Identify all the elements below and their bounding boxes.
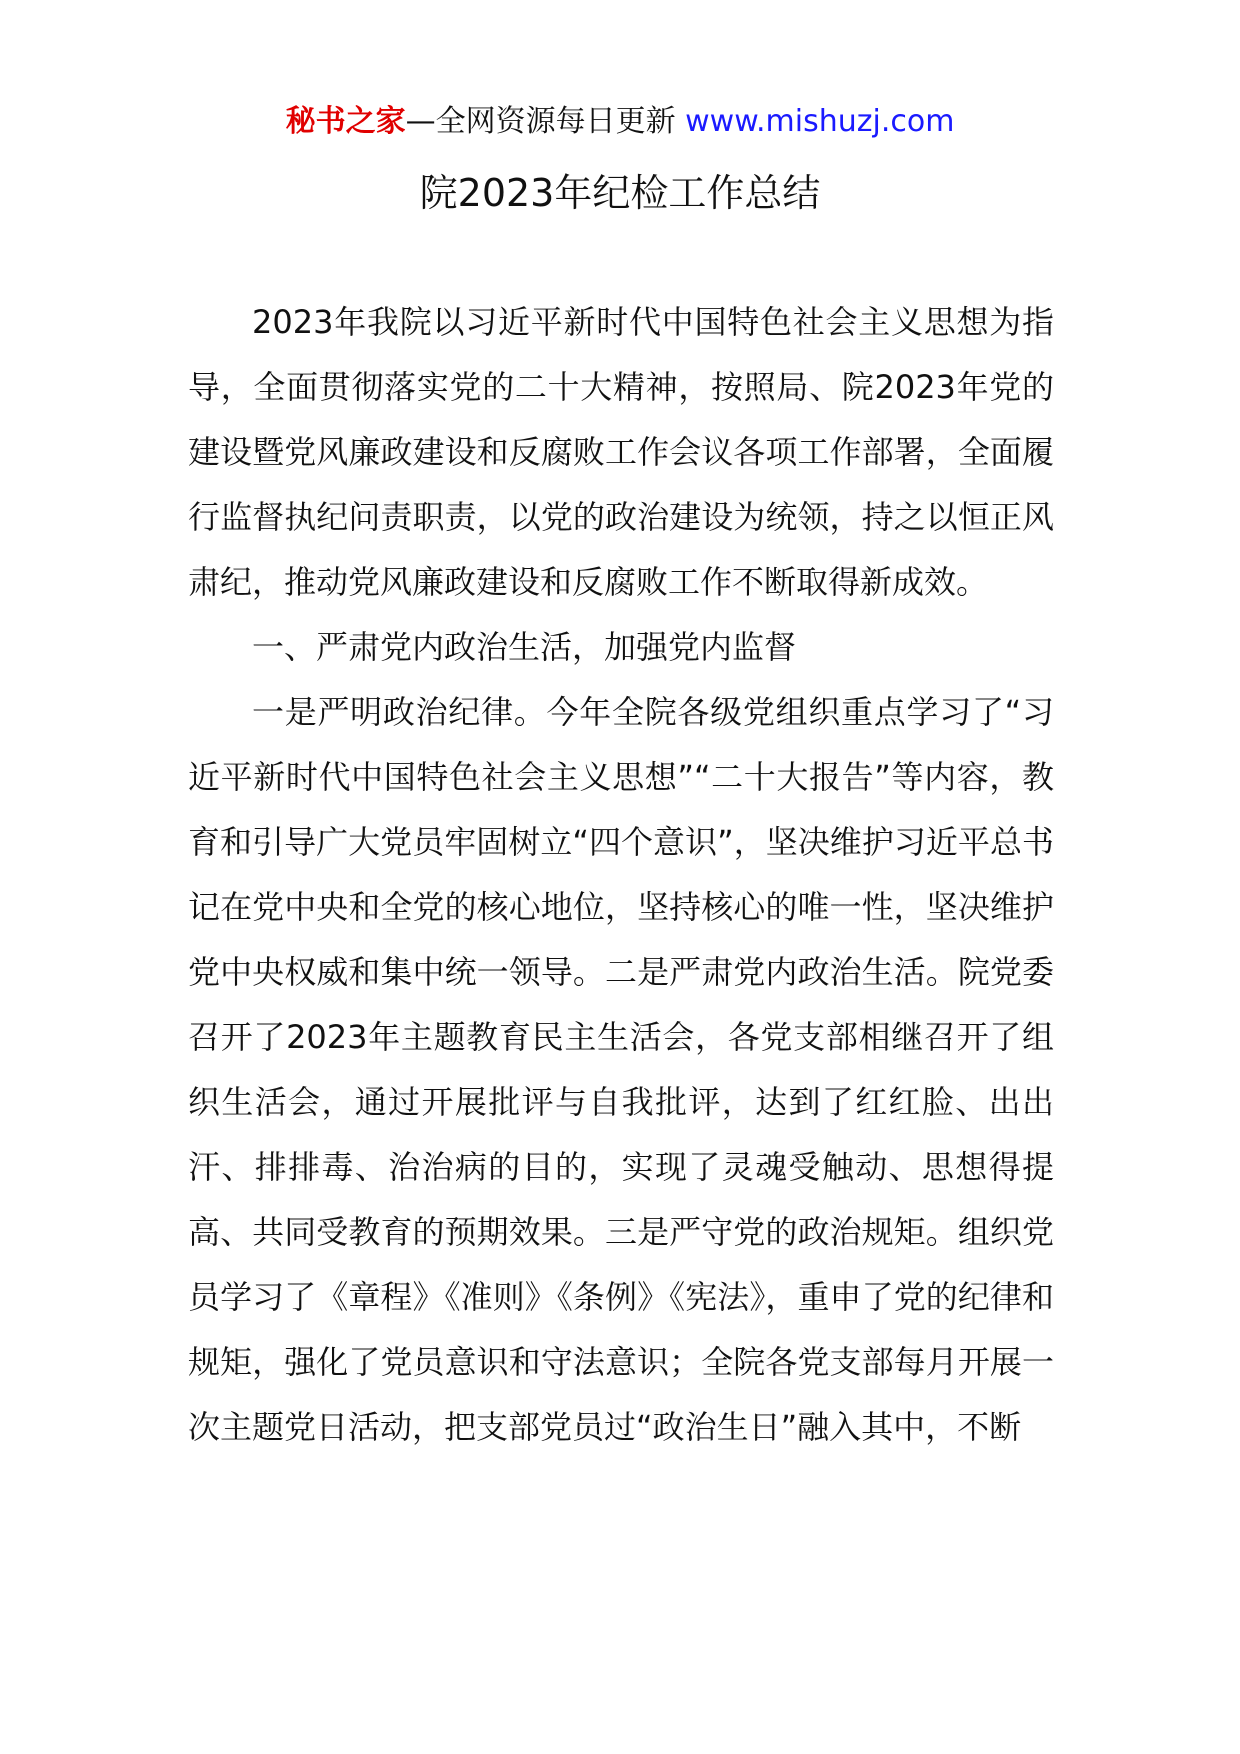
section-heading: 一、严肃党内政治生活，加强党内监督 xyxy=(252,628,797,666)
header-banner xyxy=(0,100,1240,144)
brand-name: 秘书之家 xyxy=(285,104,406,139)
intro-paragraph: 2023年我院以习近平新时代中国特色社会主义思想为指导，全面贯彻落实党的二十大精神，按照局、院2023年党的建设暨党风廉政建设和反腐败工作会议各项工作部署，全面履行监督执纪问责职责，以党的政治建设为统领，持之以恒正风肃纪，推动党风廉政建设和反腐败工作不断取得新成效。 xyxy=(188,303,1054,601)
document-body xyxy=(188,290,1054,1460)
banner-tagline: —全网资源每日更新 xyxy=(405,104,686,139)
body-paragraph: 一是严明政治纪律。今年全院各级党组织重点学习了“习近平新时代中国特色社会主义思想”“二十大报告”等内容，教育和引导广大党员牢固树立“四个意识”，坚决维护习近平总书记在党中央和全党的核心地位，坚持核心的唯一性，坚决维护党中央权威和集中统一领导。二是严肃党内政治生活。院党委召开了2023年主题教育民主生活会，各党支部相继召开了组织生活会，通过开展批评与自我批评，达到了红红脸、出出汗、排排毒、治治病的目的，实现了灵魂受触动、思想得提高、共同受教育的预期效果。三是严守党的政治规矩。组织党员学习了《章程》《准则》《条例》《宪法》，重申了党的纪律和规矩，强化了党员意识和守法意识；全院各党支部每月开展一次主题党日活动，把支部党员过“政治生日”融入其中，不断 xyxy=(188,693,1054,1446)
website-link[interactable]: www.mishuzj.com xyxy=(685,104,955,139)
document-title: 院2023年纪检工作总结 xyxy=(419,171,821,215)
